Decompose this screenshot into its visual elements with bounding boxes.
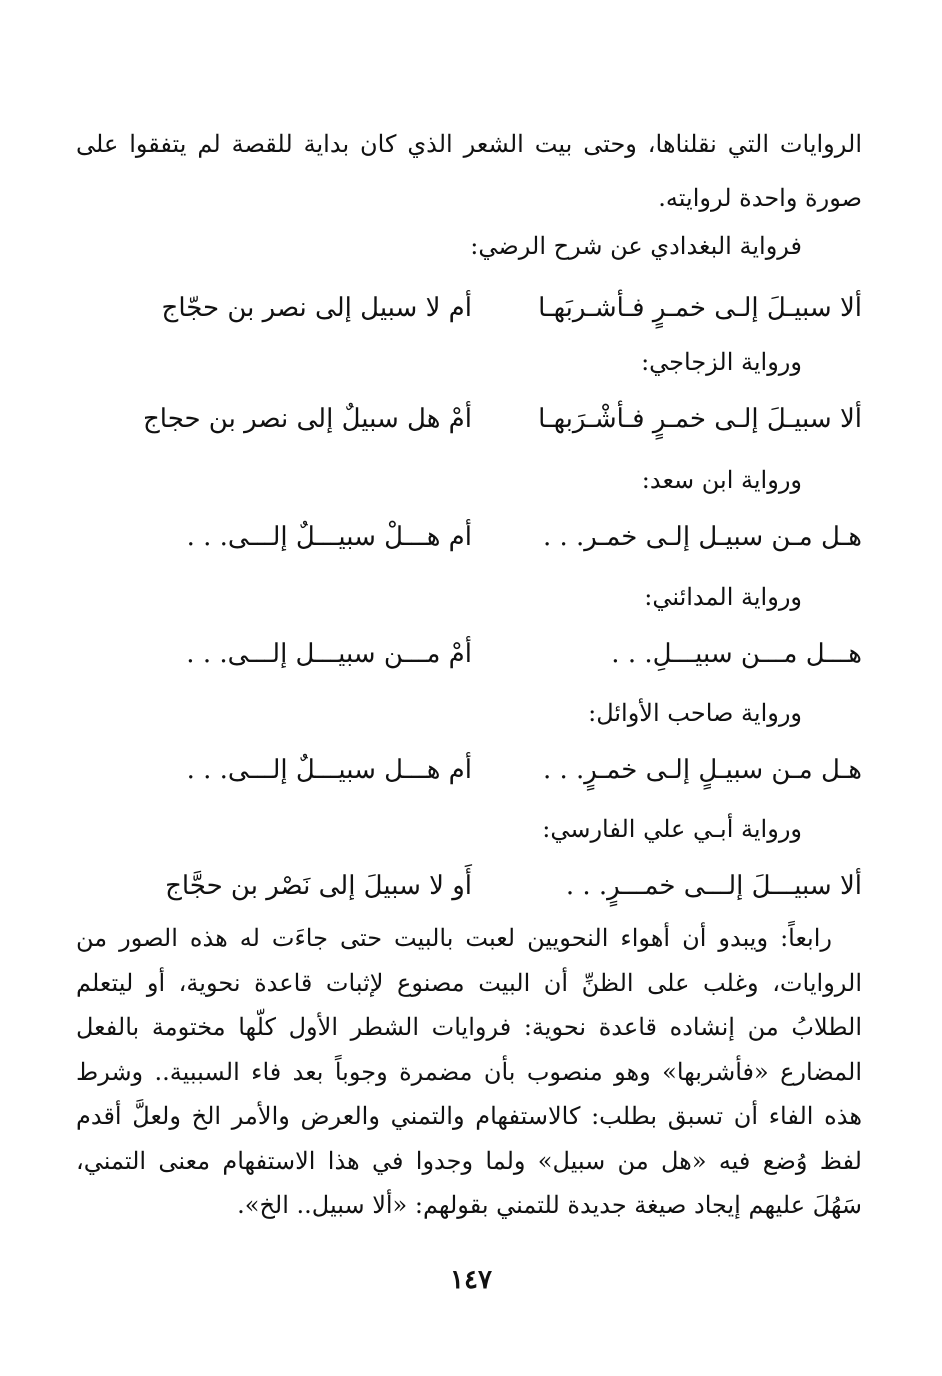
- narration-2: [76, 342, 862, 439]
- verse-second-hemistich: أم لا سبيل إلى نصر بن حجّاج: [161, 293, 472, 323]
- narration-label: فرواية البغدادي عن شرح الرضي:: [470, 232, 802, 260]
- verse-first-hemistich: ألا سبيـلَ إلـى خمـرٍ فـأشْـرَبهـا: [538, 404, 862, 434]
- intro-paragraph: الروايات التي نقلناها، وحتى بيت الشعر الذي كان بداية للقصة لم يتفقوا على صورة واحدة لروايته.: [76, 130, 862, 212]
- narration-1: [76, 226, 862, 328]
- verse-line: [76, 634, 862, 674]
- page-number: ١٤٧: [450, 1265, 492, 1295]
- intro-block: [76, 117, 862, 225]
- verse-first-hemistich: هـل مـن سبيـلٍ إلـى خمـرٍ. . .: [542, 755, 862, 785]
- narration-label: ورواية المدائني:: [644, 583, 802, 611]
- verse-line: [76, 750, 862, 790]
- verse-line: [76, 517, 862, 557]
- narration-6: [76, 809, 862, 906]
- verse-line: [76, 866, 862, 906]
- closing-paragraph: رابعاً: ويبدو أن أهواء النحويين لعبت بالبيت حتى جاءَت له هذه الصور من الروايات، وغلب على الظنِّ أن البيت مصنوع لإثبات قاعدة نحوية، أو ليتعلم الطلابُ من إنشاده قاعدة نحوية: فروايات الشطر الأول كلّها مختومة بالفعل المضارع «فأشربها» وهو منصوب بأن مضمرة وجوباً بعد فاء السببية.. وشرط هذه الفاء أن تسبق بطلب: كالاستفهام والتمني والعرض والأمر الخ ولعلَّ أقدم لفظ وُضع فيه «هل من سبيل» ولما وجدوا في هذا الاستفهام معنى التمني، سَهُلَ عليهم إيجاد صيغة جديدة للتمني بقولهم: «ألا سبيل.. الخ».: [76, 924, 863, 1219]
- verse-first-hemistich: ألا سبيـــلَ إلـــى خمـــرٍ. . .: [565, 871, 862, 901]
- narration-label: ورواية صاحب الأوائل:: [588, 699, 802, 727]
- narration-label: ورواية أبـي علي الفارسي:: [542, 815, 802, 843]
- narration-label: ورواية ابن سعد:: [641, 466, 802, 494]
- narration-label: ورواية الزجاجي:: [641, 348, 802, 376]
- verse-second-hemistich: أَو لا سبيلَ إلى نَصْر بن حجَّاج: [165, 871, 472, 901]
- narration-3: [76, 460, 862, 557]
- verse-second-hemistich: أم هـــلْ سبيـــلٌ إلـــى. . .: [186, 522, 472, 552]
- verse-second-hemistich: أمْ مـــن سبيـــل إلـــى. . .: [186, 639, 472, 669]
- verse-line: [76, 399, 862, 439]
- verse-line: [76, 288, 862, 328]
- verse-first-hemistich: هـــل مـــن سبيـــلِ. . .: [611, 639, 862, 669]
- closing-block: [76, 916, 862, 1228]
- narration-4: [76, 577, 862, 674]
- narration-5: [76, 693, 862, 790]
- verse-first-hemistich: ألا سبيـلَ إلـى خمـرٍ فـأشـربَهـا: [538, 293, 862, 323]
- verse-first-hemistich: هـل مـن سبيـل إلـى خمـر. . .: [542, 522, 862, 552]
- verse-second-hemistich: أم هـــل سبيـــلٌ إلـــى. . .: [186, 755, 472, 785]
- verse-second-hemistich: أمْ هل سبيلٌ إلى نصر بن حجاج: [142, 404, 472, 434]
